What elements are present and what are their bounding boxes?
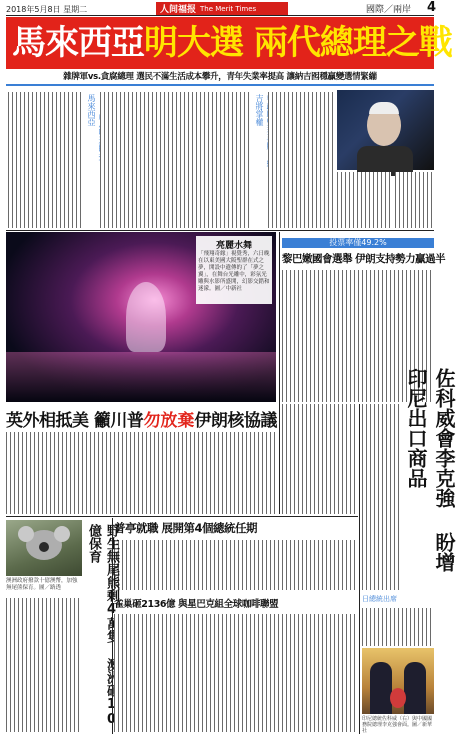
mahathir-caption-text <box>395 172 433 228</box>
lebanon-headline-text: 黎巴嫩國會選舉 伊朗支持勢力贏過半 <box>282 253 446 265</box>
nestle-body <box>114 614 358 732</box>
column-rule-2 <box>359 404 360 734</box>
jokowi-li-photo <box>362 648 434 714</box>
lebanon-headline <box>282 251 446 267</box>
lead-body-col-2 <box>100 92 250 228</box>
row-rule-2 <box>6 516 358 517</box>
koala-photo <box>6 520 82 576</box>
issue-date: 2018年5月8日 星期二 <box>6 5 88 14</box>
photo-hair <box>369 102 399 114</box>
water-reflection <box>6 352 276 402</box>
jokowi-li-caption-text: 印尼總統佐科威（右）與中國國務院總理李克強會面。圖／新華社 <box>362 716 433 734</box>
jokowi-li-caption <box>362 716 434 733</box>
lead-body-col-1 <box>8 92 84 228</box>
lead-side-kicker-1 <box>86 94 96 174</box>
photo-caption-text: 「飛翔奇緣」視覺秀，六日晚在以東美國大阪聖群在式之夢，開設中遺傳的了「夢之翼」，在舞台光雕中，彩氛光雕與水影所盛開，幻影交錯和迷濛。圖／中新社 <box>198 251 270 292</box>
iran-headline-part1: 英外相抵美 籲川普 <box>6 411 144 431</box>
koala-caption-text: 澳洲政府撥款十億澳幣，加強無尾熊保育。圖／路透 <box>6 578 78 591</box>
koala-headline-text: 野生無尾熊剩4萬隻 億保育 <box>86 524 119 643</box>
page-number: 4 <box>427 0 437 15</box>
koala-ear-right <box>54 526 70 542</box>
mahathir-photo <box>337 90 434 170</box>
jokowi-kicker-text: 日總統出席 <box>362 595 397 603</box>
lead-subheadline-text: 雜牌軍vs.貪腐總理 選民不滿生活成本攀升，青年失業率提高 讓納吉囮穩贏變選情緊繃 <box>63 72 377 82</box>
photo-caption-title: 亮麗水舞 <box>215 241 252 251</box>
column-rule-1 <box>279 232 280 514</box>
lead-body-col-3 <box>268 92 334 228</box>
masthead-en: The Merit Times <box>200 4 257 13</box>
masthead-name: 人间福报 <box>160 5 197 15</box>
jokowi-headline-text: 佐科威會李克強 盼增印尼出口商品 <box>404 368 456 572</box>
putin-body <box>114 540 358 590</box>
nestle-headline <box>114 596 358 610</box>
jokowi-headline-box <box>402 368 456 590</box>
koala-nose <box>39 542 49 552</box>
photo-mascot <box>390 688 406 708</box>
photo-person-left <box>370 662 392 714</box>
jokowi-body <box>362 404 400 590</box>
koala-caption <box>6 578 82 594</box>
column-rule-3 <box>112 518 113 734</box>
section-label: 國際／兩岸 <box>366 5 412 15</box>
lead-headline-yellow: 明大選 兩代總理之戰 <box>144 23 452 63</box>
lebanon-tag-text: 投票率僅49.2% <box>329 238 387 247</box>
lead-body-col-4 <box>337 172 391 228</box>
side-kicker-2-text: 吉將掌權 <box>255 94 264 126</box>
lead-banner <box>6 17 452 69</box>
lebanon-tag <box>282 238 434 248</box>
photo-figure <box>126 282 166 352</box>
putin-headline-text: 普亭就職 展開第4個總統任期 <box>114 521 258 535</box>
page-header <box>6 0 437 16</box>
photo-person-right <box>404 662 426 714</box>
koala-ear-left <box>18 526 34 542</box>
lead-subheadline <box>6 70 434 86</box>
side-kicker-1-text: 馬來西亞 <box>87 94 96 126</box>
row-rule-1 <box>6 230 434 231</box>
lead-headline <box>12 21 452 65</box>
iran-body <box>6 432 276 514</box>
nestle-headline-text: 雀巢砸2136億 與星巴克組全球咖啡聯盟 <box>114 599 279 610</box>
koala-body <box>6 598 82 732</box>
middle-right-body <box>282 404 358 514</box>
iran-headline-part2: 伊朗核協議 <box>194 411 277 431</box>
right-bottom-body <box>362 608 434 646</box>
lead-headline-white: 馬來西亞 <box>12 23 144 63</box>
lead-side-kicker-2 <box>254 94 264 174</box>
putin-headline <box>114 520 294 536</box>
koala-headline-box <box>84 524 119 734</box>
iran-headline-red: 勿放棄 <box>143 411 195 431</box>
masthead-logo <box>156 2 288 15</box>
jokowi-kicker <box>362 594 434 606</box>
iran-headline <box>6 406 282 431</box>
header-rule <box>6 15 434 16</box>
photo-caption-box <box>196 236 272 304</box>
